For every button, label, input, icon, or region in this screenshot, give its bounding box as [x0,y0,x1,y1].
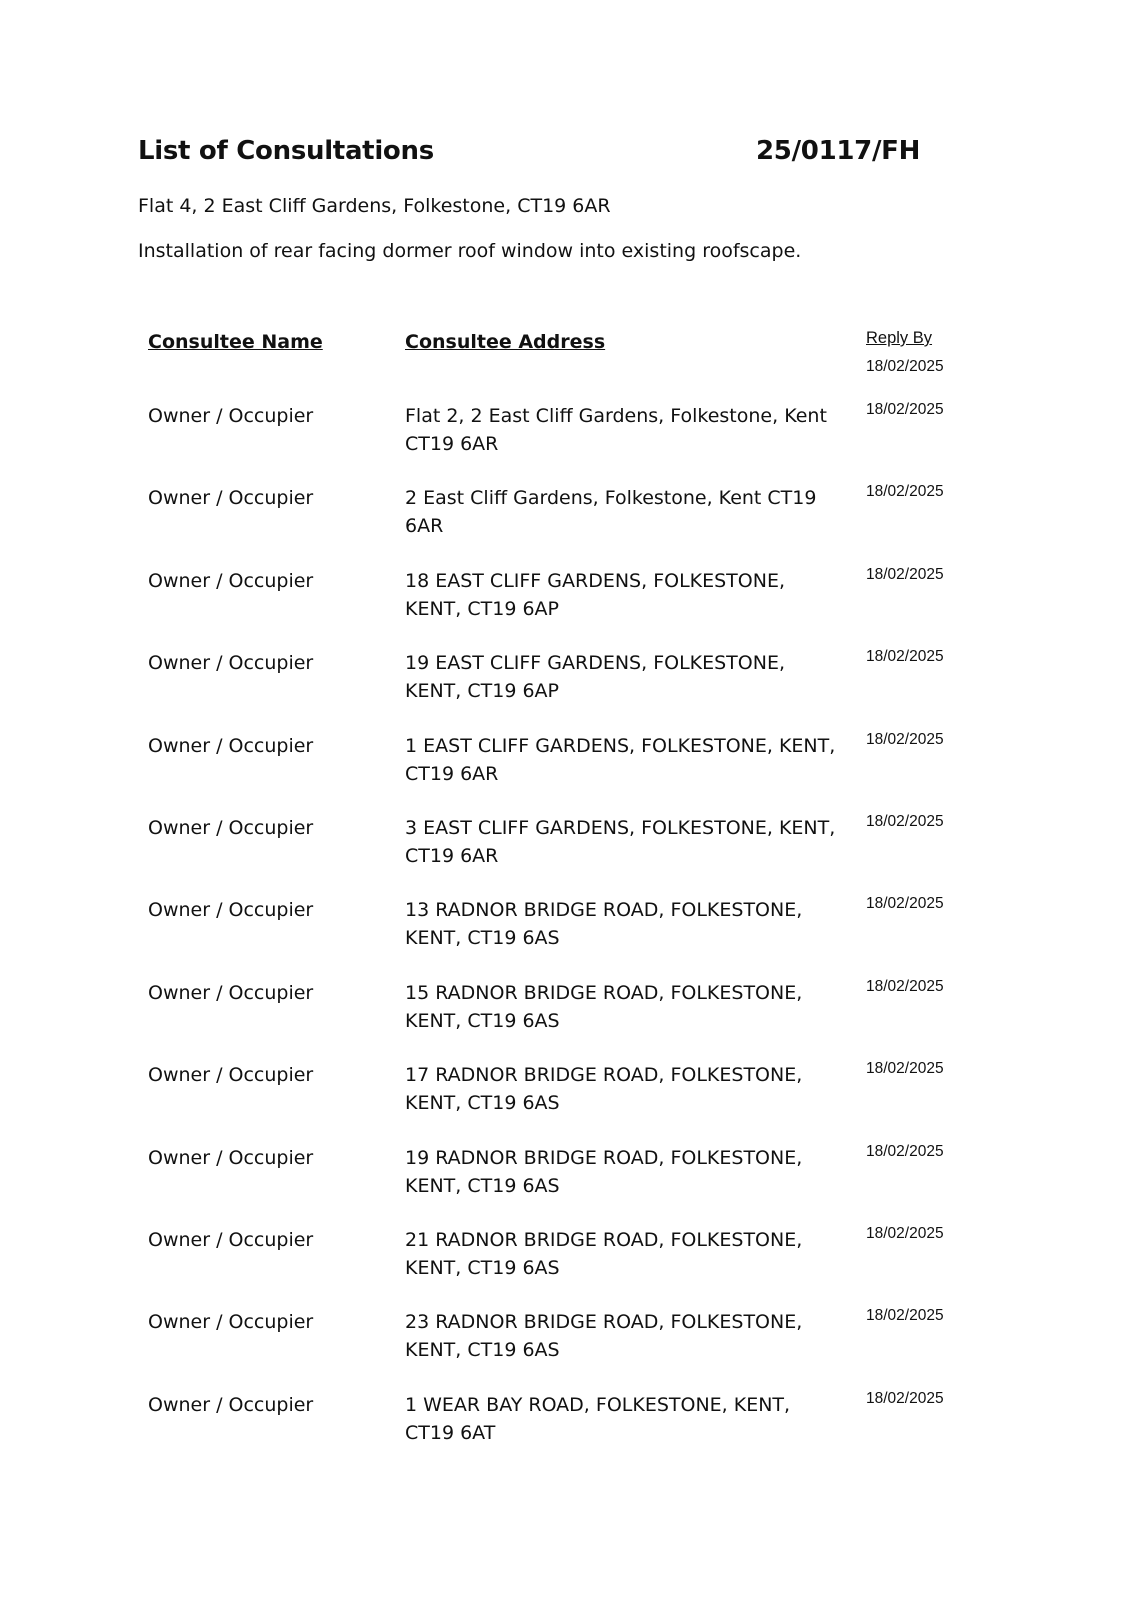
table-row [0,732,1132,802]
header-consultee-address: Consultee Address [405,331,606,353]
consultee-name: Owner / Occupier [148,1064,314,1086]
consultee-name: Owner / Occupier [148,735,314,757]
reply-by-date: 18/02/2025 [866,401,944,418]
consultee-address: 19 EAST CLIFF GARDENS, FOLKESTONE, KENT, CT19 6AP [405,652,785,702]
consultee-name: Owner / Occupier [148,1229,314,1251]
proposal-description: Installation of rear facing dormer roof window into existing roofscape. [138,240,802,262]
reply-by-date: 18/02/2025 [866,566,944,583]
table-row [0,1144,1132,1214]
consultee-name: Owner / Occupier [148,1147,314,1169]
reference-number: 25/0117/FH [756,136,921,166]
table-row [0,1061,1132,1131]
consultee-name: Owner / Occupier [148,652,314,674]
table-row [0,814,1132,884]
reply-by-date: 18/02/2025 [866,1143,944,1160]
reply-by-date: 18/02/2025 [866,1225,944,1242]
reply-by-date: 18/02/2025 [866,1390,944,1407]
consultee-address: 3 EAST CLIFF GARDENS, FOLKESTONE, KENT, CT19 6AR [405,817,836,867]
table-row [0,484,1132,554]
table-row [0,402,1132,472]
site-address: Flat 4, 2 East Cliff Gardens, Folkestone, CT19 6AR [138,195,611,217]
consultee-address: 1 EAST CLIFF GARDENS, FOLKESTONE, KENT, CT19 6AR [405,735,836,785]
table-row [0,567,1132,637]
reply-by-date: 18/02/2025 [866,483,944,500]
consultee-address: 1 WEAR BAY ROAD, FOLKESTONE, KENT, CT19 6AT [405,1394,791,1444]
consultee-name: Owner / Occupier [148,899,314,921]
header-reply-by: Reply By [866,329,933,347]
reply-by-date: 18/02/2025 [866,978,944,995]
header-consultee-name: Consultee Name [148,331,323,353]
table-row [0,1308,1132,1378]
consultee-address: 21 RADNOR BRIDGE ROAD, FOLKESTONE, KENT, CT19 6AS [405,1229,803,1279]
table-row [0,979,1132,1049]
consultee-name: Owner / Occupier [148,982,314,1004]
reply-by-date: 18/02/2025 [866,1060,944,1077]
consultee-name: Owner / Occupier [148,570,314,592]
consultee-address: 19 RADNOR BRIDGE ROAD, FOLKESTONE, KENT, CT19 6AS [405,1147,803,1197]
header-reply-by-date: 18/02/2025 [866,358,944,375]
reply-by-date: 18/02/2025 [866,1307,944,1324]
table-row [0,1226,1132,1296]
reply-by-date: 18/02/2025 [866,813,944,830]
consultee-address: 17 RADNOR BRIDGE ROAD, FOLKESTONE, KENT, CT19 6AS [405,1064,803,1114]
consultee-name: Owner / Occupier [148,1394,314,1416]
consultee-address: 23 RADNOR BRIDGE ROAD, FOLKESTONE, KENT, CT19 6AS [405,1311,803,1361]
consultee-address: 18 EAST CLIFF GARDENS, FOLKESTONE, KENT, CT19 6AP [405,570,785,620]
table-row [0,896,1132,966]
reply-by-date: 18/02/2025 [866,731,944,748]
consultee-address: 13 RADNOR BRIDGE ROAD, FOLKESTONE, KENT, CT19 6AS [405,899,803,949]
consultee-name: Owner / Occupier [148,1311,314,1333]
reply-by-date: 18/02/2025 [866,895,944,912]
page-title: List of Consultations [138,136,434,166]
consultee-name: Owner / Occupier [148,487,314,509]
table-row [0,1391,1132,1461]
consultee-address: 2 East Cliff Gardens, Folkestone, Kent CT19 6AR [405,487,817,537]
consultee-name: Owner / Occupier [148,817,314,839]
consultee-name: Owner / Occupier [148,405,314,427]
consultee-address: 15 RADNOR BRIDGE ROAD, FOLKESTONE, KENT, CT19 6AS [405,982,803,1032]
consultee-address: Flat 2, 2 East Cliff Gardens, Folkestone, Kent CT19 6AR [405,405,827,455]
reply-by-date: 18/02/2025 [866,648,944,665]
table-row [0,649,1132,719]
